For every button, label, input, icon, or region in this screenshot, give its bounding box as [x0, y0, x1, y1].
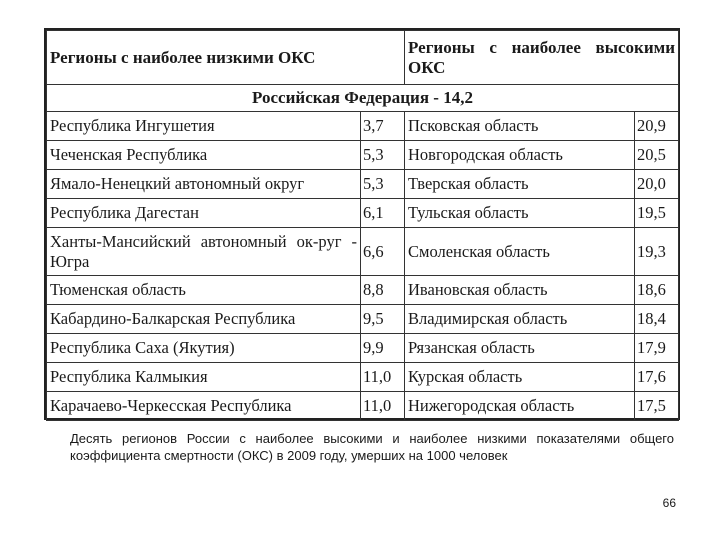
low-value: 11,0 [361, 363, 405, 392]
high-region: Нижегородская область [405, 392, 635, 421]
low-value: 11,0 [361, 392, 405, 421]
table-row [47, 199, 679, 228]
table-row [47, 305, 679, 334]
table-row [47, 334, 679, 363]
low-value: 6,1 [361, 199, 405, 228]
high-region: Новгородская область [405, 141, 635, 170]
table-row [47, 392, 679, 421]
high-value: 19,5 [635, 199, 679, 228]
high-value: 18,6 [635, 276, 679, 305]
high-value: 20,0 [635, 170, 679, 199]
low-value: 6,6 [361, 228, 405, 276]
high-region: Курская область [405, 363, 635, 392]
low-region: Республика Калмыкия [47, 363, 361, 392]
header-highest-regions: Регионы с наиболее высокими ОКС [405, 31, 679, 85]
table-row [47, 276, 679, 305]
high-value: 20,9 [635, 112, 679, 141]
header-lowest-regions: Регионы с наиболее низкими ОКС [47, 31, 405, 85]
mortality-table-scan [44, 28, 680, 420]
low-region: Чеченская Республика [47, 141, 361, 170]
high-value: 17,6 [635, 363, 679, 392]
low-value: 5,3 [361, 170, 405, 199]
table-row [47, 112, 679, 141]
high-region: Тульская область [405, 199, 635, 228]
high-region: Ивановская область [405, 276, 635, 305]
low-region: Республика Дагестан [47, 199, 361, 228]
low-region: Кабардино-Балкарская Республика [47, 305, 361, 334]
high-region: Псковская область [405, 112, 635, 141]
low-region: Республика Ингушетия [47, 112, 361, 141]
high-region: Смоленская область [405, 228, 635, 276]
low-region: Карачаево-Черкесская Республика [47, 392, 361, 421]
low-value: 9,5 [361, 305, 405, 334]
high-value: 20,5 [635, 141, 679, 170]
table-caption: Десять регионов России с наиболее высокими и наиболее низкими показателями общего коэффициента смертности (ОКС) в 2009 году, умерших на 1000 человек [70, 431, 674, 463]
low-value: 8,8 [361, 276, 405, 305]
mortality-table [46, 30, 679, 421]
high-value: 17,9 [635, 334, 679, 363]
low-region: Ямало-Ненецкий автономный округ [47, 170, 361, 199]
low-value: 5,3 [361, 141, 405, 170]
federation-average: Российская Федерация - 14,2 [47, 85, 679, 112]
low-region: Тюменская область [47, 276, 361, 305]
high-value: 18,4 [635, 305, 679, 334]
low-region: Ханты-Мансийский автономный ок-руг - Югра [47, 228, 361, 276]
high-value: 19,3 [635, 228, 679, 276]
high-value: 17,5 [635, 392, 679, 421]
table-row [47, 141, 679, 170]
table-row [47, 228, 679, 276]
low-value: 9,9 [361, 334, 405, 363]
low-region: Республика Саха (Якутия) [47, 334, 361, 363]
high-region: Рязанская область [405, 334, 635, 363]
page-number: 66 [662, 496, 676, 510]
high-region: Владимирская область [405, 305, 635, 334]
low-value: 3,7 [361, 112, 405, 141]
table-row [47, 363, 679, 392]
table-row [47, 170, 679, 199]
high-region: Тверская область [405, 170, 635, 199]
